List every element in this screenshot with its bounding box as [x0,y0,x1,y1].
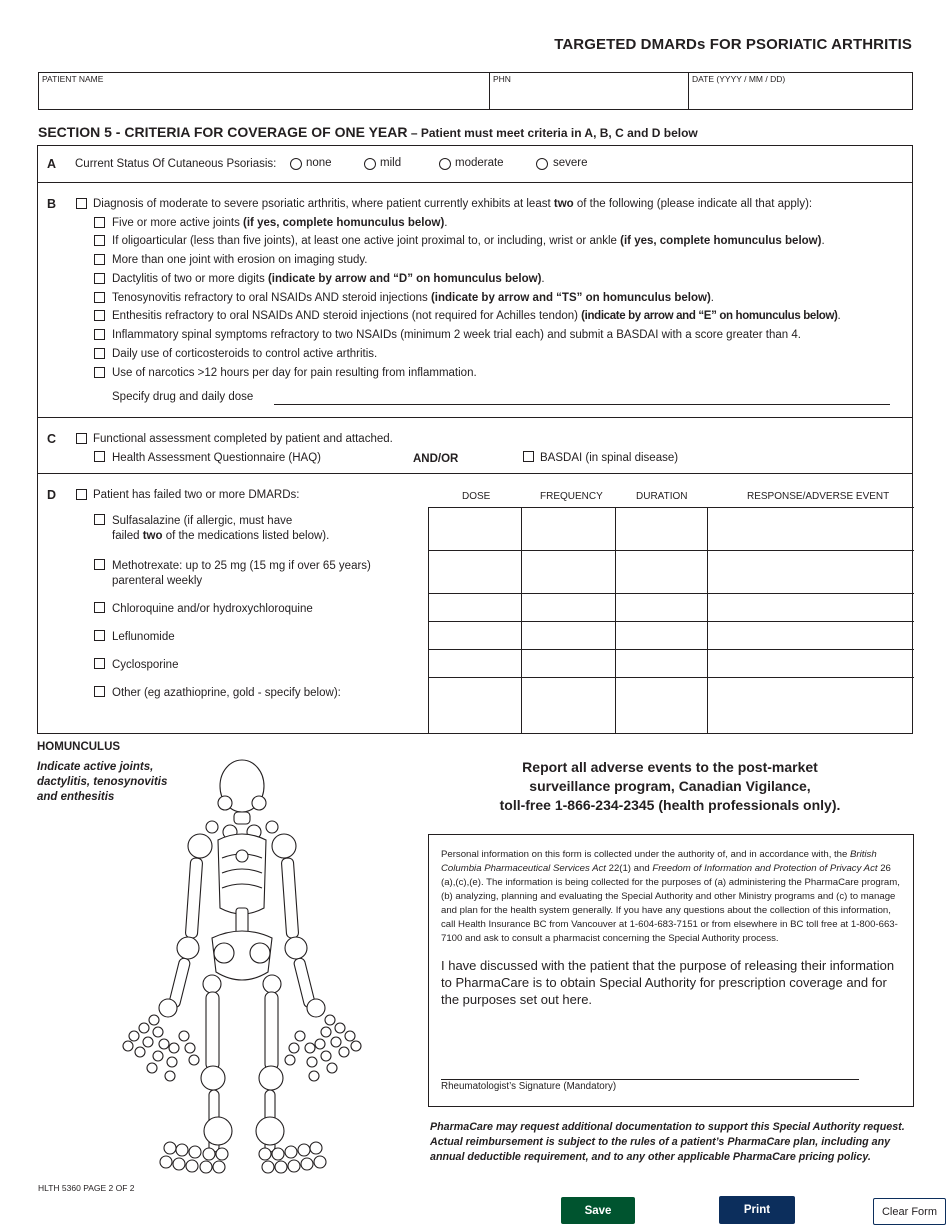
grid-line [521,507,522,734]
toe-joint[interactable] [259,1148,271,1160]
grid-line [428,507,429,734]
dmard-checkbox[interactable] [94,559,105,570]
clear-form-button[interactable]: Clear Form [873,1198,946,1225]
toe-joint[interactable] [288,1160,300,1172]
signature-line[interactable] [441,1079,859,1080]
radio-severe-label: severe [553,157,588,169]
divider [38,473,912,474]
toe-joint[interactable] [164,1142,176,1154]
criteria-b-item [112,217,448,229]
toe-joint[interactable] [213,1161,225,1173]
criteria-b-item [112,348,377,360]
basdai-label: BASDAI (in spinal disease) [540,452,679,464]
dmard-name-line2 [112,575,202,587]
dmard-name-part: parenteral weekly [112,575,203,587]
privacy-signature-box [428,834,914,1107]
toe-joint[interactable] [314,1156,326,1168]
homunculus-diagram[interactable] [118,758,374,1176]
neck [234,812,250,824]
dmard-checkbox[interactable] [94,630,105,641]
finger-joint[interactable] [307,1057,317,1067]
finger-joint[interactable] [331,1037,341,1047]
finger-joint[interactable] [305,1043,315,1053]
radio-none[interactable] [290,158,302,170]
criteria-b-checkbox[interactable] [94,367,105,378]
criteria-b-item-text: More than one joint with erosion on imaging study. [112,254,368,266]
toe-joint[interactable] [203,1148,215,1160]
diagnosis-text [93,198,812,210]
andor-label: AND/OR [413,453,459,465]
criteria-b-item-tail: . [710,292,714,304]
finger-joint[interactable] [153,1051,163,1061]
save-button[interactable]: Save [561,1197,635,1224]
criteria-b-item [112,329,801,341]
toe-joint[interactable] [186,1160,198,1172]
dmard-name-part: of the medications listed below). [162,530,330,542]
grid-line [428,507,914,508]
adverse-events-notice [470,758,870,815]
section-title-main: SECTION 5 - CRITERIA FOR COVERAGE OF ONE YEAR [38,124,408,140]
sternum[interactable] [236,850,248,862]
dmard-table [428,507,914,734]
section-b-letter: B [47,197,57,211]
signature-label: Rheumatologist’s Signature (Mandatory) [441,1081,617,1092]
print-button[interactable]: Print [719,1196,795,1224]
radio-mild-label: mild [380,157,402,169]
radio-severe[interactable] [536,158,548,170]
privacy-text-2: 22(1) and [605,863,653,874]
radio-moderate-label: moderate [455,157,504,169]
dmard-name: Methotrexate: up to 25 mg (15 mg if over 65 years) [112,560,371,572]
criteria-b-item [112,273,545,285]
finger-joint[interactable] [185,1043,195,1053]
toe-joint[interactable] [298,1144,310,1156]
finger-joint[interactable] [345,1031,355,1041]
arm-right [281,858,299,939]
report-line-2: surveillance program, Canadian Vigilance, [529,778,811,794]
haq-checkbox[interactable] [94,451,105,462]
finger-joint[interactable] [327,1063,337,1073]
finger-joint[interactable] [129,1031,139,1041]
col-dose: DOSE [462,491,491,502]
privacy-act-2: Freedom of Information and Protection of Privacy Act [652,863,878,874]
dmard-checkbox[interactable] [94,514,105,525]
dmard-checkbox[interactable] [94,686,105,697]
toe-joint[interactable] [285,1146,297,1158]
finger-joint[interactable] [321,1027,331,1037]
failed-dmards-checkbox[interactable] [76,489,87,500]
diagnosis-text-bold: two [553,198,574,210]
jaw-joint-right[interactable] [252,796,266,810]
criteria-box [37,145,913,734]
finger-joint[interactable] [285,1055,295,1065]
haq-label: Health Assessment Questionnaire (HAQ) [112,452,322,464]
jaw-joint-left[interactable] [218,796,232,810]
finger-joint[interactable] [123,1041,133,1051]
toe-joint[interactable] [160,1156,172,1168]
finger-joint[interactable] [315,1039,325,1049]
joint[interactable] [266,821,278,833]
criteria-b-item-text: Dactylitis of two or more digits [112,273,268,285]
finger-joint[interactable] [167,1057,177,1067]
grid-line [428,677,914,678]
criteria-b-checkbox[interactable] [94,273,105,284]
dmard-checkbox[interactable] [94,602,105,613]
section-title [38,124,698,140]
criteria-b-item-text: Daily use of corticosteroids to control active arthritis. [112,348,378,360]
privacy-text-3: 26 (a),(c),(e). The information is being collected for the purposes of (a) administering the PharmaCare program, (b) analyzing, planning and evaluating the Special Authority and other Ministry programs and (c) to manage and plan for the health system generally. If you have any questions about the collection of this information, call Health Insurance BC from Vancouver at 1-604-683-7151 or from elsewhere in BC toll free at 1-800-663-7100 and ask to consult a pharmacist concerning the Special Authority process. [441,863,900,944]
dmard-checkbox[interactable] [94,658,105,669]
thigh-right [265,992,278,1070]
toe-joint[interactable] [173,1158,185,1170]
date-label: DATE (YYYY / MM / DD) [692,74,786,84]
elbow-right[interactable] [285,937,307,959]
specify-drug-label: Specify drug and daily dose [112,391,254,403]
finger-joint[interactable] [143,1037,153,1047]
finger-joint[interactable] [179,1031,189,1041]
privacy-act-1: British Columbia Pharmaceutical Services Act [441,849,877,874]
hip-left[interactable] [203,975,221,993]
criteria-b-item [112,367,477,379]
finger-joint[interactable] [295,1031,305,1041]
finger-joint[interactable] [189,1055,199,1065]
toe-joint[interactable] [189,1146,201,1158]
ribcage [218,834,266,914]
ankle-left[interactable] [204,1117,232,1145]
phn-field[interactable] [490,73,689,109]
finger-joint[interactable] [159,1039,169,1049]
report-line-3: toll-free 1-866-234-2345 (health professionals only). [499,797,841,813]
grid-line [428,649,914,650]
form-title: TARGETED DMARDs FOR PSORIATIC ARTHRITIS [554,36,912,53]
functional-assessment-checkbox[interactable] [76,433,87,444]
dmard-name: Chloroquine and/or hydroxychloroquine [112,603,313,615]
sacroiliac-right[interactable] [250,943,270,963]
finger-joint[interactable] [169,1043,179,1053]
dmard-name: Sulfasalazine (if allergic, must have [112,515,293,527]
diagnosis-checkbox[interactable] [76,198,87,209]
divider [38,417,912,418]
toe-joint[interactable] [301,1158,313,1170]
patient-name-field[interactable] [39,73,490,109]
criteria-b-checkbox[interactable] [94,292,105,303]
finger-joint[interactable] [321,1051,331,1061]
privacy-text-1: Personal information on this form is collected under the authority of, and in accordance with, the [441,849,851,860]
shoulder-left[interactable] [188,834,212,858]
finger-joint[interactable] [351,1041,361,1051]
knee-right[interactable] [259,1066,283,1090]
criteria-b-item [112,292,714,304]
finger-joint[interactable] [135,1047,145,1057]
grid-line [707,507,708,734]
criteria-b-item [112,235,825,247]
criteria-b-item [112,254,368,266]
toe-joint[interactable] [272,1148,284,1160]
section-subtitle: – Patient must meet criteria in A, B, C and D below [407,126,698,140]
wrist-right[interactable] [307,999,325,1017]
finger-joint[interactable] [149,1015,159,1025]
form-id: HLTH 5360 PAGE 2 OF 2 [38,1183,135,1193]
toe-joint[interactable] [262,1161,274,1173]
grid-line [428,550,914,551]
criteria-b-item-text: Tenosynovitis refractory to oral NSAIDs AND steroid injections [112,292,431,304]
criteria-b-item [112,310,841,322]
criteria-b-checkbox[interactable] [94,235,105,246]
dmard-name-part: two [142,530,163,542]
criteria-b-checkbox[interactable] [94,217,105,228]
dmard-name: Cyclosporine [112,659,179,671]
wrist-left[interactable] [159,999,177,1017]
ankle-right[interactable] [256,1117,284,1145]
divider [38,182,912,183]
toe-joint[interactable] [275,1161,287,1173]
phn-label: PHN [493,74,511,84]
finger-joint[interactable] [147,1063,157,1073]
section-c-letter: C [47,432,57,446]
toe-joint[interactable] [176,1144,188,1156]
date-field[interactable] [689,73,912,109]
criteria-b-item-bold: (indicate by arrow and “D” on homunculus below) [267,273,542,285]
criteria-b-item-text: If oligoarticular (less than five joints), at least one active joint proximal to, or including, wrist or ankle [112,235,621,247]
criteria-b-item-bold: (indicate by arrow and “TS” on homunculus below) [430,292,711,304]
elbow-left[interactable] [177,937,199,959]
criteria-b-item-bold: (if yes, complete homunculus below) [620,235,822,247]
criteria-b-item-bold: (indicate by arrow and “E” on homunculus below) [581,310,838,322]
criteria-b-item-text: Inflammatory spinal symptoms refractory to two NSAIDs (minimum 2 week trial each) and submit a BASDAI with a score greater than 4. [112,329,801,341]
finger-joint[interactable] [153,1027,163,1037]
basdai-checkbox[interactable] [523,451,534,462]
criteria-b-checkbox[interactable] [94,254,105,265]
diagnosis-text-a: Diagnosis of moderate to severe psoriatic arthritis, where patient currently exhibits at least [93,198,554,210]
radio-moderate[interactable] [439,158,451,170]
diagnosis-text-b: of the following (please indicate all that apply): [573,198,813,210]
toe-joint[interactable] [216,1148,228,1160]
finger-joint[interactable] [309,1071,319,1081]
patient-name-label: PATIENT NAME [42,74,104,84]
finger-joint[interactable] [165,1071,175,1081]
dmard-name-line2 [112,530,329,542]
grid-line [428,593,914,594]
report-line-1: Report all adverse events to the post-market [522,759,818,775]
spine[interactable] [236,908,248,934]
shoulder-right[interactable] [272,834,296,858]
radio-none-label: none [306,157,332,169]
consent-statement: I have discussed with the patient that the purpose of releasing their information to PharmaCare is to obtain Special Authority for prescription coverage and for the purposes set out here. [441,958,895,1007]
finger-joint[interactable] [339,1047,349,1057]
dmard-name-part: failed [112,530,143,542]
functional-assessment-label: Functional assessment completed by patient and attached. [93,433,393,445]
privacy-notice [441,848,906,946]
grid-line [615,507,616,734]
knee-left[interactable] [201,1066,225,1090]
pharmacare-footnote: PharmaCare may request additional documentation to support this Special Authority request. Actual reimbursement is subject to the rules of a patient’s PharmaCare plan, including any annual deductible requirement, and to any other applicable PharmaCare pricing policy. [430,1121,905,1163]
col-frequency: FREQUENCY [540,491,603,502]
criteria-b-checkbox[interactable] [94,310,105,321]
specify-drug-input[interactable] [274,386,890,405]
finger-joint[interactable] [325,1015,335,1025]
criteria-b-checkbox[interactable] [94,329,105,340]
patient-header-fields [38,72,913,110]
radio-mild[interactable] [364,158,376,170]
dmard-name: Leflunomide [112,631,175,643]
finger-joint[interactable] [289,1043,299,1053]
criteria-b-item-tail: . [837,310,841,322]
arm-left [185,858,203,939]
finger-joint[interactable] [335,1023,345,1033]
joint[interactable] [206,821,218,833]
psoriasis-status-label: Current Status Of Cutaneous Psoriasis: [75,158,277,170]
criteria-b-item-text: Use of narcotics >12 hours per day for pain resulting from inflammation. [112,367,477,379]
toe-joint[interactable] [310,1142,322,1154]
toe-joint[interactable] [200,1161,212,1173]
col-response: RESPONSE/ADVERSE EVENT [747,491,890,502]
criteria-b-item-text: Enthesitis refractory to oral NSAIDs AND steroid injections (not required for Achilles tendon) [112,310,582,322]
hip-right[interactable] [263,975,281,993]
criteria-b-item-tail: . [541,273,545,285]
sacroiliac-left[interactable] [214,943,234,963]
finger-joint[interactable] [139,1023,149,1033]
grid-line [428,621,914,622]
homunculus-title: HOMUNCULUS [37,741,121,753]
criteria-b-item-text: Five or more active joints [112,217,244,229]
col-duration: DURATION [636,491,688,502]
failed-dmards-label: Patient has failed two or more DMARDs: [93,489,300,501]
criteria-b-item-bold: (if yes, complete homunculus below) [243,217,445,229]
criteria-b-item-tail: . [821,235,825,247]
section-a-letter: A [47,157,57,171]
criteria-b-checkbox[interactable] [94,348,105,359]
section-d-letter: D [47,488,57,502]
thigh-left [206,992,219,1070]
criteria-b-item-tail: . [444,217,448,229]
homunculus-instructions: Indicate active joints, dactylitis, tenosynovitis and enthesitis [37,761,168,803]
dmard-name: Other (eg azathioprine, gold - specify below): [112,687,341,699]
